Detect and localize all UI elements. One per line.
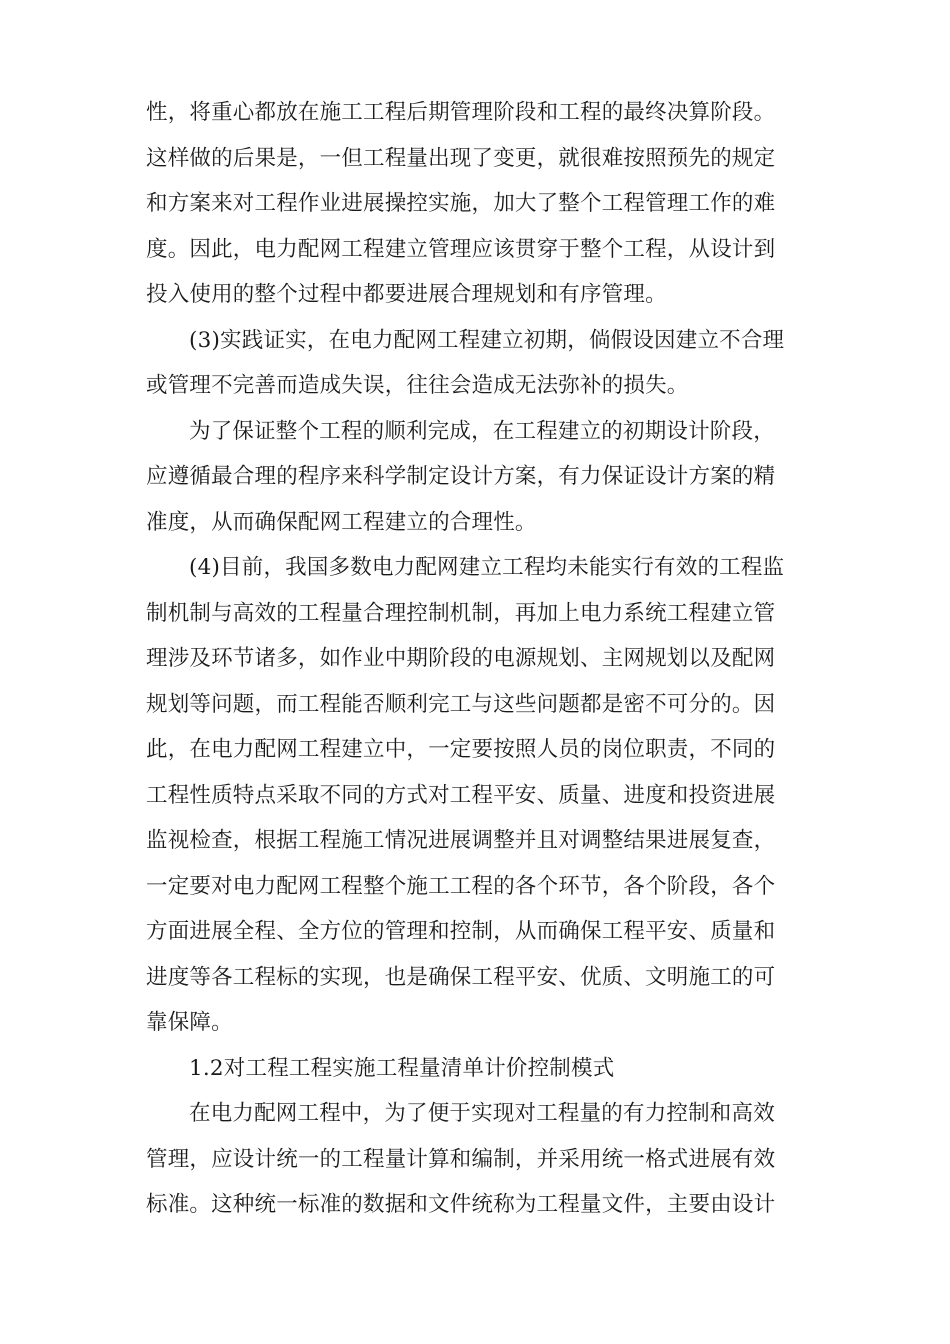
text-line: 为了保证整个工程的顺利完成，在工程建立的初期设计阶段，: [189, 418, 775, 444]
text-line: 靠保障。: [146, 1010, 233, 1035]
text-line: 管理，应设计统一的工程量计算和编制，并采用统一格式进展有效: [146, 1146, 776, 1172]
text-line: 在电力配网工程中，为了便于实现对工程量的有力控制和高效: [189, 1101, 775, 1126]
text-line: 制机制与高效的工程量合理控制机制，再加上电力系统工程建立管: [146, 600, 776, 626]
text-line: 或管理不完善而造成失误，往往会造成无法弥补的损失。: [146, 373, 689, 398]
text-line: (3)实践证实，在电力配网工程建立初期，倘假设因建立不合理: [189, 327, 785, 353]
text-line: 工程性质特点采取不同的方式对工程平安、质量、进度和投资进展: [146, 782, 776, 808]
text-line: 理涉及环节诸多，如作业中期阶段的电源规划、主网规划以及配网: [146, 646, 776, 671]
text-line: 一定要对电力配网工程整个施工工程的各个环节，各个阶段，各个: [146, 873, 776, 899]
text-line: 监视检查，根据工程施工情况进展调整并且对调整结果进展复查，: [146, 828, 776, 853]
text-line: 投入使用的整个过程中都要进展合理规划和有序管理。: [146, 282, 667, 307]
text-line: 这样做的后果是，一但工程量出现了变更，就很难按照预先的规定: [146, 145, 776, 171]
text-line: 标准。这种统一标准的数据和文件统称为工程量文件，主要由设计: [146, 1192, 776, 1217]
text-line: 性，将重心都放在施工工程后期管理阶段和工程的最终决算阶段。: [146, 100, 776, 125]
text-line: 和方案来对工程作业进展操控实施，加大了整个工程管理工作的难: [146, 191, 776, 216]
text-line: 此，在电力配网工程建立中，一定要按照人员的岗位职责，不同的: [146, 737, 776, 762]
document-body: [146, 90, 810, 1228]
text-line: 方面进展全程、全方位的管理和控制，从而确保工程平安、质量和: [146, 919, 776, 944]
text-line: 进度等各工程标的实现，也是确保工程平安、优质、文明施工的可: [146, 964, 776, 990]
text-line: 度。因此，电力配网工程建立管理应该贯穿于整个工程，从设计到: [146, 236, 776, 262]
text-line: 应遵循最合理的程序来科学制定设计方案，有力保证设计方案的精: [146, 464, 776, 489]
text-line: (4)目前，我国多数电力配网建立工程均未能实行有效的工程监: [189, 555, 785, 580]
text-line: 1.2对工程工程实施工程量清单计价控制模式: [189, 1055, 615, 1081]
text-line: 规划等问题，而工程能否顺利完工与这些问题都是密不可分的。因: [146, 691, 776, 717]
text-line: 准度，从而确保配网工程建立的合理性。: [146, 509, 537, 535]
